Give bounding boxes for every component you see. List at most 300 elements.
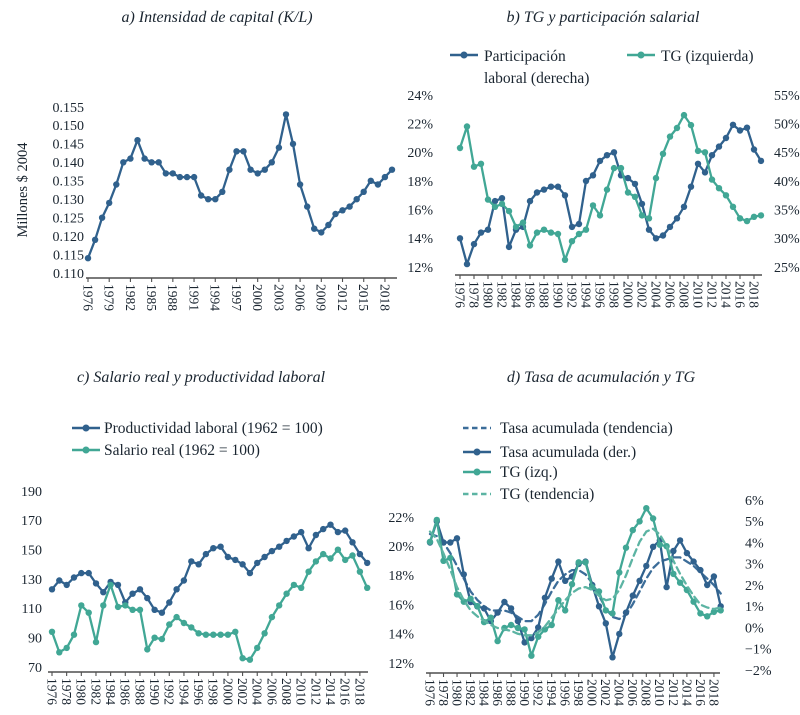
x-tick-label: 1996	[557, 679, 573, 706]
series-marker	[643, 563, 649, 569]
series-marker	[515, 618, 521, 624]
x-tick-label: 2015	[356, 284, 372, 311]
y-tick-label-left: 0.125	[52, 211, 84, 227]
series-marker	[269, 548, 275, 554]
x-tick-label: 2010	[690, 281, 706, 308]
series-marker	[327, 522, 333, 528]
series-marker	[513, 224, 519, 230]
x-tick-label: 1992	[161, 678, 177, 705]
series-marker	[346, 203, 352, 209]
x-tick-label: 2012	[704, 281, 720, 308]
y-tick-label-right: 45%	[774, 146, 800, 162]
series-marker	[630, 592, 636, 598]
series-marker	[723, 192, 729, 198]
x-tick-label: 1984	[476, 679, 492, 706]
series-marker	[492, 204, 498, 210]
series-marker	[100, 602, 106, 608]
series-marker	[291, 582, 297, 588]
series-line	[430, 521, 721, 657]
series-marker	[305, 545, 311, 551]
y-tick-label-left: 14%	[388, 627, 414, 643]
series-marker	[653, 175, 659, 181]
y-tick-label-right: 2%	[745, 578, 764, 594]
series-marker	[684, 550, 690, 556]
series-marker	[166, 599, 172, 605]
y-tick-label-right: 4%	[745, 536, 764, 552]
x-tick-label: 1986	[117, 678, 133, 705]
y-tick-label-right: 6%	[745, 493, 764, 509]
series-marker	[690, 558, 696, 564]
series-marker	[709, 152, 715, 158]
series-marker	[515, 625, 521, 631]
series-marker	[677, 580, 683, 586]
series-marker	[276, 144, 282, 150]
series-marker	[663, 584, 669, 590]
series-marker	[639, 212, 645, 218]
y-tick-label-left: 130	[21, 572, 42, 588]
series-marker	[555, 184, 561, 190]
panel-c-salario-productividad	[21, 369, 370, 705]
panel-d-tasa-acumulacion-tg	[388, 369, 772, 706]
series-marker	[86, 570, 92, 576]
series-marker	[239, 561, 245, 567]
legend-label: Tasa acumulada (tendencia)	[500, 420, 673, 437]
x-tick-label: 2010	[652, 679, 668, 706]
series-marker	[262, 167, 268, 173]
series-marker	[56, 577, 62, 583]
series-marker	[758, 212, 764, 218]
series-marker	[667, 133, 673, 139]
panel-b-tg-participacion-salarial	[407, 9, 800, 308]
legend-label: Productividad laboral (1962 = 100)	[104, 420, 323, 437]
series-marker	[349, 539, 355, 545]
series-marker	[254, 645, 260, 651]
series-marker	[555, 558, 561, 564]
series-marker	[646, 227, 652, 233]
series-marker	[604, 186, 610, 192]
series-marker	[364, 560, 370, 566]
y-tick-label-left: 0.110	[53, 266, 84, 282]
series-marker	[447, 555, 453, 561]
series-marker	[342, 527, 348, 533]
series-marker	[93, 580, 99, 586]
x-tick-label: 1978	[466, 281, 482, 308]
y-tick-label-right: 50%	[774, 117, 800, 133]
series-marker	[528, 653, 534, 659]
y-tick-label-left: 0.120	[52, 229, 84, 245]
series-marker	[709, 176, 715, 182]
series-marker	[478, 229, 484, 235]
series-marker	[427, 539, 433, 545]
legend-marker	[474, 449, 481, 456]
series-marker	[702, 149, 708, 155]
series-marker	[85, 255, 91, 261]
y-tick-label-left: 22%	[407, 117, 433, 133]
series-line	[460, 125, 761, 264]
series-marker	[670, 548, 676, 554]
y-tick-label-left: 16%	[388, 598, 414, 614]
series-marker	[583, 178, 589, 184]
x-tick-label: 1991	[186, 284, 202, 311]
x-tick-label: 1976	[452, 281, 468, 308]
series-marker	[342, 557, 348, 563]
series-marker	[290, 141, 296, 147]
series-marker	[541, 186, 547, 192]
series-marker	[611, 165, 617, 171]
series-marker	[100, 589, 106, 595]
series-marker	[521, 626, 527, 632]
series-marker	[730, 122, 736, 128]
x-tick-label: 2012	[334, 284, 350, 311]
x-tick-label: 1978	[435, 679, 451, 706]
x-tick-label: 1990	[147, 678, 163, 705]
series-marker	[320, 526, 326, 532]
series-marker	[159, 610, 165, 616]
legend-label: Participación laboral (derecha)	[484, 48, 590, 87]
x-tick-label: 1976	[422, 679, 438, 706]
series-marker	[382, 174, 388, 180]
series-marker	[562, 578, 568, 584]
y-tick-label-left: 14%	[407, 232, 433, 248]
series-marker	[681, 112, 687, 118]
series-marker	[464, 261, 470, 267]
series-marker	[609, 654, 615, 660]
series-marker	[758, 158, 764, 164]
x-tick-label: 1986	[490, 679, 506, 706]
y-tick-label-left: 70	[28, 660, 42, 676]
series-marker	[697, 567, 703, 573]
series-marker	[225, 632, 231, 638]
series-marker	[677, 537, 683, 543]
series-marker	[203, 632, 209, 638]
x-tick-label: 2018	[746, 281, 762, 308]
y-tick-label-left: 20%	[388, 539, 414, 555]
x-tick-label: 2006	[264, 678, 280, 705]
series-marker	[210, 632, 216, 638]
series-marker	[313, 532, 319, 538]
series-marker	[534, 229, 540, 235]
series-line	[460, 115, 761, 260]
series-marker	[569, 238, 575, 244]
x-tick-label: 1979	[101, 284, 117, 311]
x-tick-label: 1984	[508, 281, 524, 308]
series-marker	[335, 529, 341, 535]
series-marker	[632, 194, 638, 200]
series-marker	[716, 185, 722, 191]
series-marker	[283, 111, 289, 117]
x-tick-label: 1994	[207, 284, 223, 311]
series-marker	[549, 575, 555, 581]
y-tick-label-left: 190	[21, 484, 42, 500]
series-marker	[276, 602, 282, 608]
series-marker	[56, 649, 62, 655]
series-marker	[457, 145, 463, 151]
series-marker	[151, 635, 157, 641]
y-tick-label-left: 0.145	[52, 137, 84, 153]
series-marker	[93, 639, 99, 645]
x-tick-label: 1982	[462, 679, 478, 706]
series-marker	[188, 624, 194, 630]
series-marker	[247, 657, 253, 663]
series-marker	[464, 123, 470, 129]
x-tick-label: 2006	[292, 284, 308, 311]
series-marker	[92, 237, 98, 243]
series-marker	[474, 603, 480, 609]
x-tick-label: 1990	[550, 281, 566, 308]
series-marker	[697, 610, 703, 616]
series-marker	[597, 212, 603, 218]
series-marker	[63, 582, 69, 588]
series-marker	[137, 607, 143, 613]
series-marker	[71, 632, 77, 638]
series-marker	[737, 127, 743, 133]
series-marker	[737, 215, 743, 221]
series-marker	[623, 545, 629, 551]
x-tick-label: 1982	[88, 678, 104, 705]
y-tick-label-right: −2%	[745, 663, 772, 679]
series-marker	[311, 226, 317, 232]
legend-label: Tasa acumulada (der.)	[500, 444, 637, 461]
series-marker	[643, 505, 649, 511]
series-marker	[198, 192, 204, 198]
series-marker	[555, 597, 561, 603]
panel-a-title: a) Intensidad de capital (K/L)	[121, 9, 313, 26]
x-tick-label: 2018	[377, 284, 393, 311]
series-marker	[590, 172, 596, 178]
series-marker	[674, 125, 680, 131]
series-marker	[283, 591, 289, 597]
series-marker	[636, 578, 642, 584]
x-tick-label: 1992	[530, 679, 546, 706]
series-marker	[325, 222, 331, 228]
x-tick-label: 1980	[480, 281, 496, 308]
y-tick-label-left: 0.130	[52, 192, 84, 208]
series-marker	[195, 630, 201, 636]
series-marker	[364, 585, 370, 591]
x-tick-label: 2014	[322, 678, 338, 705]
series-marker	[269, 614, 275, 620]
x-tick-label: 2004	[249, 678, 265, 705]
series-marker	[247, 570, 253, 576]
series-marker	[389, 167, 395, 173]
x-tick-label: 2002	[598, 679, 614, 706]
series-marker	[541, 227, 547, 233]
series-marker	[134, 137, 140, 143]
series-marker	[181, 620, 187, 626]
series-marker	[78, 570, 84, 576]
series-marker	[646, 215, 652, 221]
y-tick-label-left: 0.155	[52, 100, 84, 116]
series-marker	[434, 517, 440, 523]
series-marker	[609, 610, 615, 616]
x-tick-label: 2002	[234, 678, 250, 705]
series-marker	[447, 539, 453, 545]
series-marker	[695, 161, 701, 167]
x-tick-label: 1996	[191, 678, 207, 705]
series-marker	[163, 170, 169, 176]
series-marker	[144, 595, 150, 601]
panel-a-intensidad-capital	[15, 9, 397, 311]
y-tick-label-left: 110	[21, 602, 42, 618]
series-marker	[660, 232, 666, 238]
series-marker	[181, 577, 187, 583]
series-marker	[494, 609, 500, 615]
series-marker	[113, 181, 119, 187]
x-tick-label: 1986	[522, 281, 538, 308]
series-marker	[217, 544, 223, 550]
series-marker	[148, 159, 154, 165]
y-axis-title: Millones $ 2004	[15, 142, 31, 238]
y-tick-label-right: 40%	[774, 174, 800, 190]
series-marker	[501, 599, 507, 605]
series-marker	[276, 544, 282, 550]
legend-marker	[83, 425, 90, 432]
series-marker	[454, 535, 460, 541]
series-marker	[247, 167, 253, 173]
y-tick-label-right: 3%	[745, 557, 764, 573]
series-marker	[226, 167, 232, 173]
series-marker	[283, 538, 289, 544]
series-marker	[127, 155, 133, 161]
x-tick-label: 1996	[592, 281, 608, 308]
series-marker	[751, 146, 757, 152]
series-marker	[616, 569, 622, 575]
y-tick-label-left: 0.115	[53, 248, 84, 264]
y-tick-label-left: 90	[28, 631, 42, 647]
x-tick-label: 1988	[165, 284, 181, 311]
series-marker	[534, 189, 540, 195]
legend-marker	[83, 447, 90, 454]
x-tick-label: 2018	[352, 678, 368, 705]
series-marker	[630, 527, 636, 533]
series-marker	[304, 203, 310, 209]
series-marker	[122, 602, 128, 608]
series-marker	[349, 552, 355, 558]
x-tick-label: 1982	[122, 284, 138, 311]
series-line	[52, 550, 367, 660]
series-marker	[129, 591, 135, 597]
x-tick-label: 2008	[278, 678, 294, 705]
y-tick-label-right: 1%	[745, 600, 764, 616]
series-marker	[704, 582, 710, 588]
series-marker	[499, 195, 505, 201]
series-marker	[674, 215, 680, 221]
series-marker	[702, 169, 708, 175]
series-marker	[576, 221, 582, 227]
series-marker	[650, 544, 656, 550]
x-tick-label: 2010	[293, 678, 309, 705]
series-marker	[298, 585, 304, 591]
series-marker	[603, 607, 609, 613]
x-tick-label: 2004	[648, 281, 664, 308]
x-tick-label: 2006	[625, 679, 641, 706]
y-tick-label-right: 0%	[745, 621, 764, 637]
series-marker	[375, 181, 381, 187]
series-marker	[688, 184, 694, 190]
series-marker	[488, 615, 494, 621]
series-marker	[177, 174, 183, 180]
series-marker	[357, 551, 363, 557]
y-tick-label-left: 16%	[407, 203, 433, 219]
series-marker	[137, 586, 143, 592]
series-marker	[681, 204, 687, 210]
y-tick-label-left: 24%	[407, 88, 433, 104]
series-marker	[170, 170, 176, 176]
y-tick-label-right: 25%	[774, 260, 800, 276]
y-tick-label-right: 30%	[774, 232, 800, 248]
legend-marker	[474, 469, 481, 476]
series-marker	[576, 559, 582, 565]
series-marker	[255, 170, 261, 176]
series-marker	[203, 551, 209, 557]
panel-b-title: b) TG y participación salarial	[506, 9, 700, 26]
series-marker	[107, 582, 113, 588]
series-marker	[660, 151, 666, 157]
series-marker	[625, 175, 631, 181]
y-tick-label-left: 170	[21, 514, 42, 530]
y-tick-label-left: 20%	[407, 146, 433, 162]
series-marker	[562, 607, 568, 613]
y-tick-label-left: 12%	[388, 656, 414, 672]
x-tick-label: 1997	[228, 284, 244, 311]
series-marker	[106, 200, 112, 206]
series-marker	[269, 159, 275, 165]
x-tick-label: 2000	[620, 281, 636, 308]
series-marker	[217, 632, 223, 638]
series-marker	[120, 159, 126, 165]
series-marker	[751, 214, 757, 220]
legend-label: TG (tendencia)	[500, 486, 595, 503]
series-marker	[144, 646, 150, 652]
series-marker	[151, 607, 157, 613]
x-tick-label: 1998	[205, 678, 221, 705]
series-marker	[461, 571, 467, 577]
x-tick-label: 1990	[517, 679, 533, 706]
series-marker	[730, 204, 736, 210]
series-marker	[604, 152, 610, 158]
y-tick-label-right: 35%	[774, 203, 800, 219]
x-tick-label: 2012	[308, 678, 324, 705]
panel-c-title: c) Salario real y productividad laboral	[76, 369, 326, 386]
y-tick-label-left: 0.135	[52, 174, 84, 190]
series-marker	[173, 614, 179, 620]
series-marker	[232, 557, 238, 563]
series-marker	[233, 148, 239, 154]
series-marker	[583, 227, 589, 233]
series-marker	[590, 202, 596, 208]
x-tick-label: 2003	[271, 284, 287, 311]
series-marker	[716, 143, 722, 149]
x-tick-label: 2018	[706, 679, 722, 706]
series-marker	[440, 558, 446, 564]
series-marker	[506, 244, 512, 250]
series-marker	[327, 555, 333, 561]
x-tick-label: 1994	[544, 679, 560, 706]
x-tick-label: 2014	[718, 281, 734, 308]
series-marker	[240, 148, 246, 154]
y-tick-label-left: 12%	[407, 260, 433, 276]
series-marker	[191, 174, 197, 180]
series-marker	[569, 581, 575, 587]
x-tick-label: 2000	[584, 679, 600, 706]
x-tick-label: 1982	[494, 281, 510, 308]
series-marker	[320, 551, 326, 557]
y-tick-label-left: 18%	[388, 569, 414, 585]
y-tick-label-left: 150	[21, 543, 42, 559]
series-marker	[478, 161, 484, 167]
y-tick-label-left: 22%	[388, 510, 414, 526]
series-marker	[555, 231, 561, 237]
